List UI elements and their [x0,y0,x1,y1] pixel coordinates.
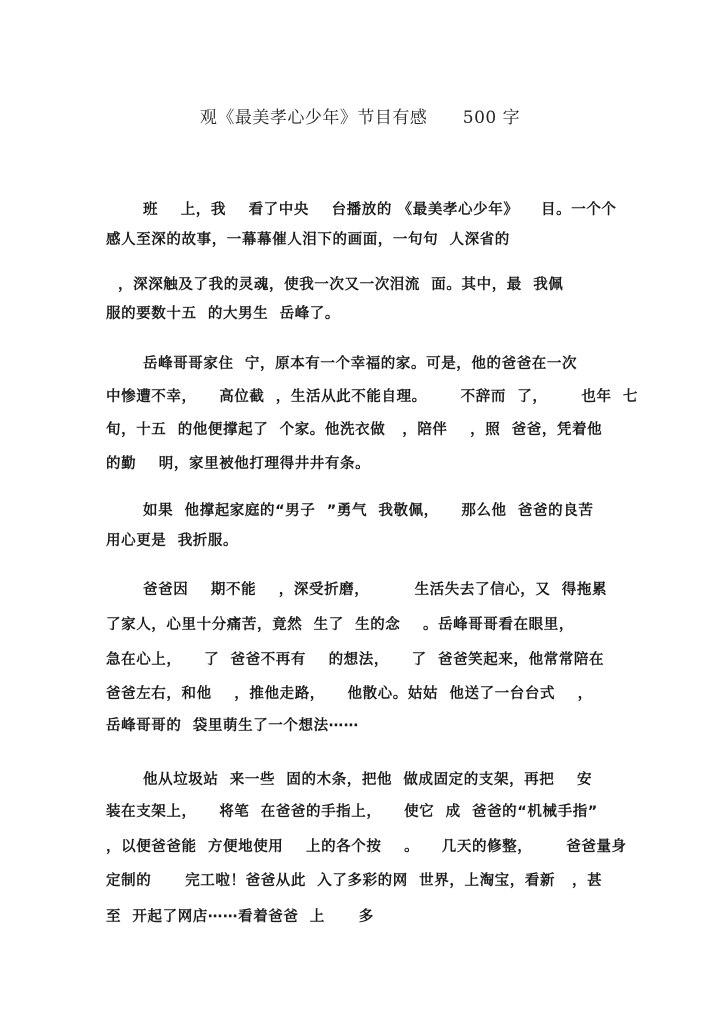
paragraph-6-line-2: 装在支架上， 将笔 在爸爸的手指上， 使它 成 爸爸的“机械手指” [106,804,598,820]
paragraph-6-line-5: 至 开起了网店⋯⋯看着爸爸 上 多 [106,909,374,925]
paragraph-3-line-2: 中惨遭不幸， 高位截 ，生活从此不能自理。 不辞而 了， 也年 七 [106,389,638,405]
paragraph-5-line-1: 爸爸因 期不能 ，深受折磨， 生活失去了信心，又 得拖累 [143,582,608,598]
paragraph-6-line-4: 定制的 完工啦！爸爸从此 入了多彩的网 世界，上淘宝，看新 ，甚 [106,873,603,889]
paragraph-5-line-3: 急在心上， 了 爸爸不再有 的想法， 了 爸爸笑起来，他常常陪在 [106,652,605,668]
paragraph-2-line-1: ，深深触及了我的灵魂，使我一次又一次泪流 面。其中，最 我佩 [118,277,564,293]
paragraph-6-line-1: 他从垃圾站 来一些 固的木条，把他 做成固定的支架，再把 安 [143,772,593,788]
paragraph-6-line-3: ，以便爸爸能 方便地使用 上的各个按 。 几天的修整， 爸爸量身 [106,839,627,855]
paragraph-3-line-1: 岳峰哥哥家住 宁，原本有一个幸福的家。可是，他的爸爸在一次 [143,356,578,372]
paragraph-3-line-3: 旬，十五 的他便撑起了 个家。他洗衣做 ，陪伴 ，照 爸爸，凭着他 [106,422,603,438]
paragraph-3-line-4: 的勤 明，家里被他打理得井井有条。 [106,456,371,472]
document-title: 观《最美孝心少年》节目有感 500 字 [199,108,521,128]
paragraph-5-line-4: 爸爸左右，和他 ，推他走路， 他散心。姑姑 他送了一台台式 ， [106,686,593,702]
paragraph-2-line-2: 服的要数十五 的大男生 岳峰了。 [106,306,340,322]
paragraph-1-line-1: 班 上，我 看了中央 台播放的 《最美孝心少年》 目。一个个 [143,202,617,218]
paragraph-5-line-2: 了家人，心里十分痛苦，竟然 生了 生的念 。岳峰哥哥看在眼里， [106,617,574,633]
paragraph-1-line-2: 感人至深的故事，一幕幕催人泪下的画面，一句句 人深省的 [106,232,510,248]
paragraph-5-line-5: 岳峰哥哥的 袋里萌生了一个想法⋯⋯ [106,718,359,734]
paragraph-4-line-2: 用心更是 我折服。 [106,533,239,549]
paragraph-4-line-1: 如果 他撑起家庭的“男子 ”勇气 我敬佩， 那么他 爸爸的良苦 [143,503,594,519]
